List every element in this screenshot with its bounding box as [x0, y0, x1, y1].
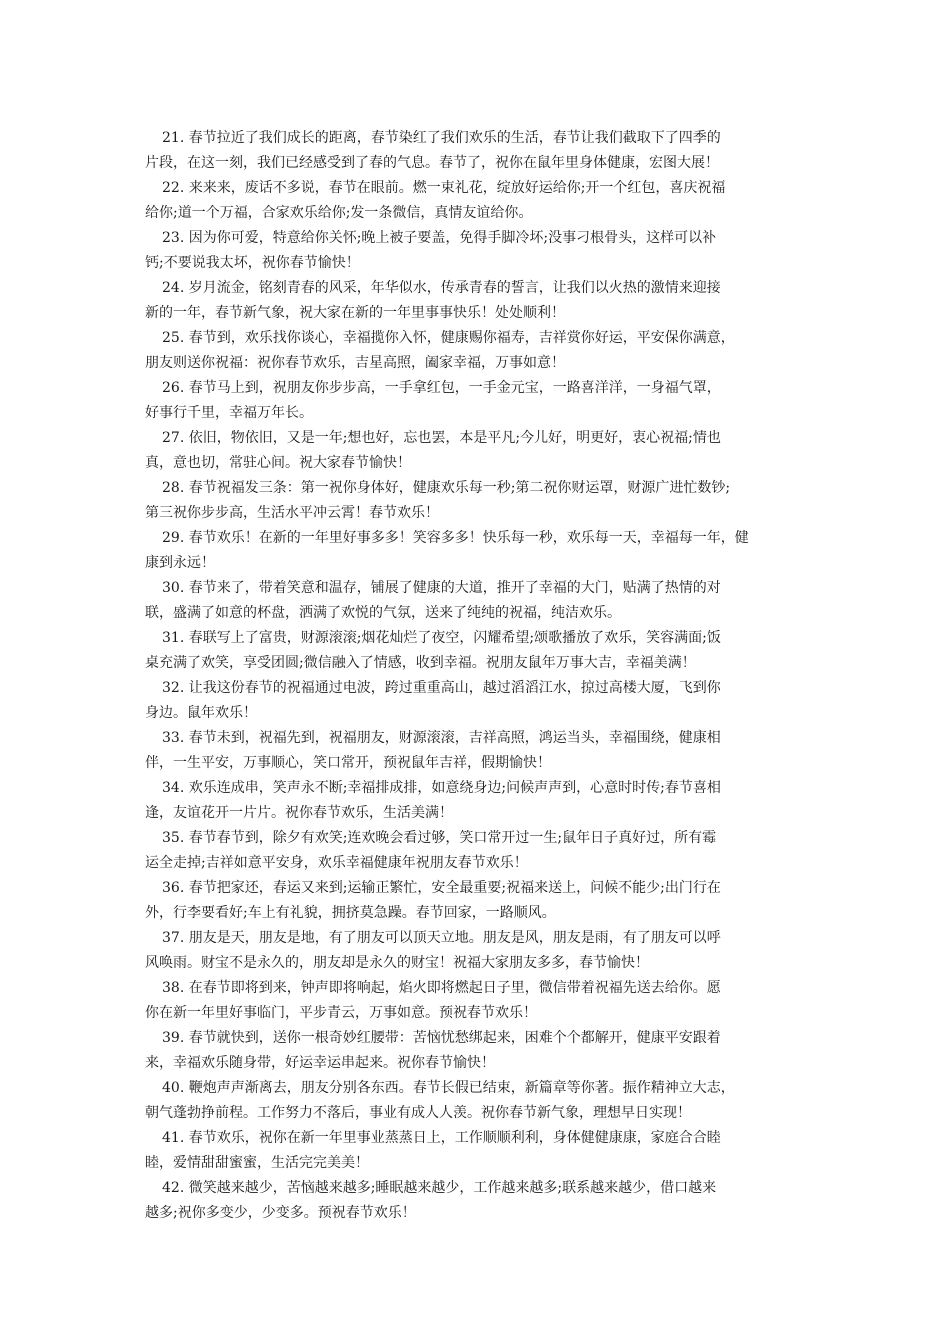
entry-line: 22. 来来来，废话不多说，春节在眼前。燃一束礼花，绽放好运给你;开一个红包，喜庆祝福: [162, 180, 726, 196]
entry-32: [145, 676, 815, 726]
entry-24: [145, 276, 815, 326]
entry-line: 39. 春节就快到，送你一根奇妙红腰带：苦恼忧愁绑起来，困难个个都解开，健康平安跟着: [162, 1030, 721, 1046]
entry-line: 42. 微笑越来越少，苦恼越来越多;睡眠越来越少，工作越来越多;联系越来越少，借口越来: [162, 1180, 717, 1196]
entry-line: 38. 在春节即将到来，钟声即将响起，焰火即将燃起日子里，微信带着祝福先送去给你。愿: [162, 980, 721, 996]
entry-line: 34. 欢乐连成串，笑声永不断;幸福排成排，如意绕身边;问候声声到，心意时时传;春节喜相: [162, 780, 721, 796]
entry-line: 外，行李要看好;车上有礼貌，拥挤莫急躁。春节回家，一路顺风。: [145, 905, 556, 921]
entry-line: 32. 让我这份春节的祝福通过电波，跨过重重高山，越过滔滔江水，掠过高楼大厦，飞到你: [162, 680, 721, 696]
entry-35: [145, 826, 815, 876]
entry-line: 睦，爱情甜甜蜜蜜，生活完完美美！: [145, 1155, 369, 1171]
entry-line: 25. 春节到，欢乐找你谈心，幸福揽你入怀，健康赐你福寿，吉祥赏你好运，平安保你满意，: [162, 330, 735, 346]
entry-38: [145, 976, 815, 1026]
entry-line: 朋友则送你祝福：祝你春节欢乐，吉星高照，阖家幸福，万事如意！: [145, 355, 565, 371]
entry-line: 第三祝你步步高，生活水平冲云霄！春节欢乐！: [145, 505, 439, 521]
entry-30: [145, 576, 815, 626]
entry-28: [145, 476, 815, 526]
entry-39: [145, 1026, 815, 1076]
entry-line: 31. 春联写上了富贵，财源滚滚;烟花灿烂了夜空，闪耀希望;颂歌播放了欢乐，笑容满面;饭: [162, 630, 721, 646]
entry-line: 新的一年，春节新气象，祝大家在新的一年里事事快乐！处处顺利！: [145, 305, 565, 321]
entry-line: 28. 春节祝福发三条：第一祝你身体好，健康欢乐每一秒;第二祝你财运罩，财源广进忙数钞;: [162, 480, 731, 496]
entry-27: [145, 426, 815, 476]
entry-36: [145, 876, 815, 926]
entry-line: 37. 朋友是天，朋友是地，有了朋友可以顶天立地。朋友是风，朋友是雨，有了朋友可以呼: [162, 930, 721, 946]
entry-line: 26. 春节马上到，祝朋友你步步高，一手拿红包，一手金元宝，一路喜洋洋，一身福气罩，: [162, 380, 721, 396]
entry-line: 康到永远！: [145, 555, 215, 571]
entry-line: 33. 春节未到，祝福先到，祝福朋友，财源滚滚，吉祥高照，鸿运当头，幸福围绕，健康相: [162, 730, 721, 746]
entry-line: 越多;祝你多变少，少变多。预祝春节欢乐！: [145, 1205, 416, 1221]
entry-26: [145, 376, 815, 426]
entry-line: 29. 春节欢乐！在新的一年里好事多多！笑容多多！快乐每一秒，欢乐每一天，幸福每一年，健: [162, 530, 749, 546]
entry-33: [145, 726, 815, 776]
entry-21: [145, 126, 815, 176]
entry-line: 41. 春节欢乐，祝你在新一年里事业蒸蒸日上，工作顺顺利利，身体健健康康，家庭合合睦: [162, 1130, 721, 1146]
entry-line: 身边。鼠年欢乐！: [145, 705, 257, 721]
entry-line: 真，意也切，常驻心间。祝大家春节愉快！: [145, 455, 411, 471]
entry-line: 35. 春节春节到，除夕有欢笑;连欢晚会看过够，笑口常开过一生;鼠年日子真好过，所有霉: [162, 830, 717, 846]
entry-line: 来，幸福欢乐随身带，好运幸运串起来。祝你春节愉快！: [145, 1055, 495, 1071]
entry-line: 好事行千里，幸福万年长。: [145, 405, 313, 421]
entry-22: [145, 176, 815, 226]
entry-line: 桌充满了欢笑，享受团圆;微信融入了情感，收到幸福。祝朋友鼠年万事大吉，幸福美满！: [145, 655, 696, 671]
entry-line: 运全走掉;吉祥如意平安身，欢乐幸福健康年祝朋友春节欢乐！: [145, 855, 528, 871]
entry-line: 23. 因为你可爱，特意给你关怀;晚上被子要盖，免得手脚冷坏;没事刁根骨头，这样可以补: [162, 230, 717, 246]
entry-31: [145, 626, 815, 676]
entry-line: 风唤雨。财宝不是永久的，朋友却是永久的财宝！祝福大家朋友多多，春节愉快！: [145, 955, 649, 971]
entry-line: 30. 春节来了，带着笑意和温存，铺展了健康的大道，推开了幸福的大门，贴满了热情的对: [162, 580, 721, 596]
entry-line: 36. 春节把家还，春运又来到;运输正繁忙，安全最重要;祝福来送上，问候不能少;出门行在: [162, 880, 721, 896]
entry-42: [145, 1176, 815, 1226]
entry-line: 40. 鞭炮声声渐离去，朋友分别各东西。春节长假已结束，新篇章等你著。振作精神立大志，: [162, 1080, 735, 1096]
entry-line: 钙;不要说我太坏，祝你春节愉快！: [145, 255, 360, 271]
entry-34: [145, 776, 815, 826]
entry-line: 片段，在这一刻，我们已经感受到了春的气息。春节了，祝你在鼠年里身体健康，宏图大展！: [145, 155, 719, 171]
entry-line: 联，盛满了如意的杯盘，洒满了欢悦的气氛，送来了纯纯的祝福，纯洁欢乐。: [145, 605, 621, 621]
entry-line: 伴，一生平安，万事顺心，笑口常开，预祝鼠年吉祥，假期愉快！: [145, 755, 551, 771]
entry-line: 27. 依旧，物依旧，又是一年;想也好，忘也罢，本是平凡;今儿好，明更好，衷心祝福;情也: [162, 430, 721, 446]
entry-line: 21. 春节拉近了我们成长的距离，春节染红了我们欢乐的生活，春节让我们截取下了四季的: [162, 130, 721, 146]
entry-41: [145, 1126, 815, 1176]
entry-23: [145, 226, 815, 276]
entry-37: [145, 926, 815, 976]
entry-line: 给你;道一个万福，合家欢乐给你;发一条微信，真情友谊给你。: [145, 205, 533, 221]
entry-line: 24. 岁月流金，铭刻青春的风采，年华似水，传承青春的誓言，让我们以火热的激情来迎接: [162, 280, 721, 296]
entry-25: [145, 326, 815, 376]
entry-29: [145, 526, 815, 576]
document-body: [145, 126, 815, 1226]
entry-line: 逢，友谊花开一片片。祝你春节欢乐，生活美满！: [145, 805, 453, 821]
entry-40: [145, 1076, 815, 1126]
entry-line: 朝气蓬勃挣前程。工作努力不落后，事业有成人人羡。祝你春节新气象，理想早日实现！: [145, 1105, 691, 1121]
entry-line: 你在新一年里好事临门，平步青云，万事如意。预祝春节欢乐！: [145, 1005, 537, 1021]
